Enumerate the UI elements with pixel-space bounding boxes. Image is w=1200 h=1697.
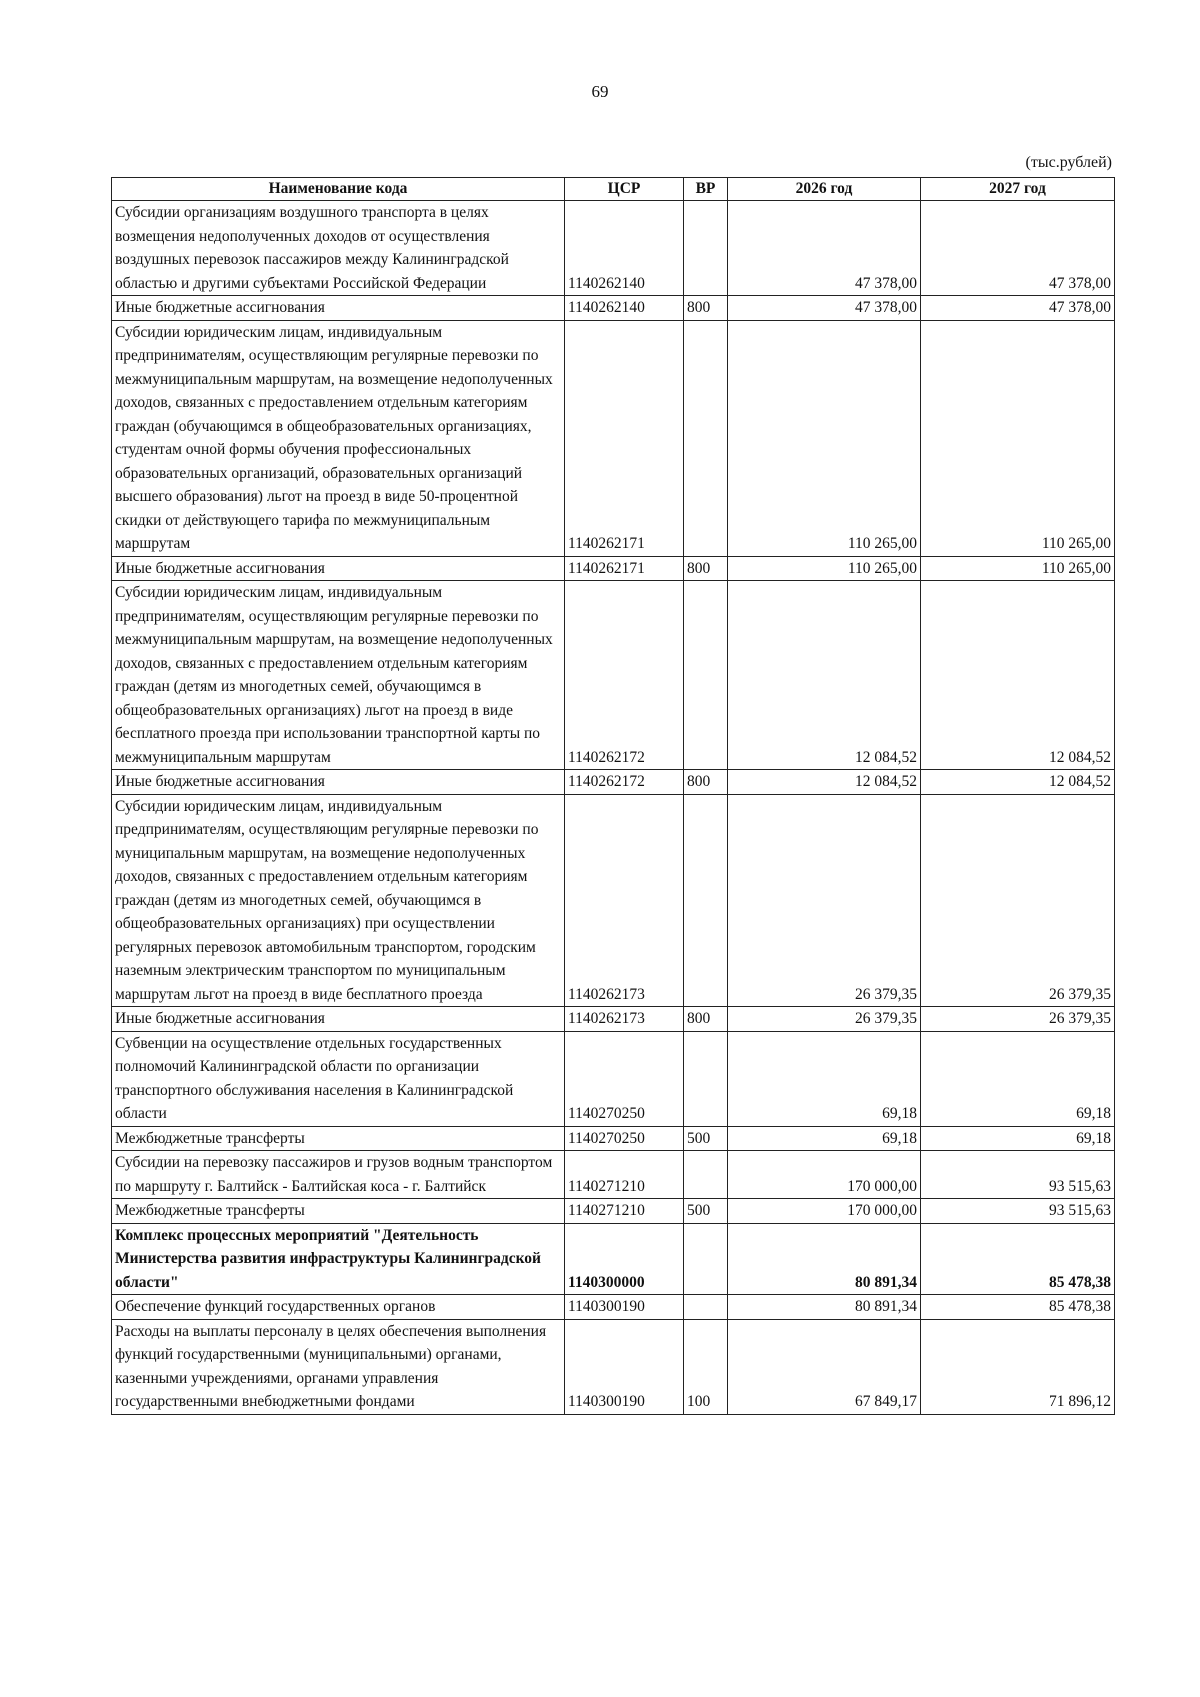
row-2026-cell: 26 379,35 — [728, 1007, 921, 1032]
row-2027-cell: 69,18 — [921, 1031, 1115, 1126]
row-csr-cell: 1140300190 — [565, 1319, 684, 1414]
units-note: (тыс.рублей) — [1025, 154, 1112, 171]
table-row — [112, 1031, 1115, 1126]
row-csr-cell: 1140270250 — [565, 1126, 684, 1151]
table-row — [112, 556, 1115, 581]
row-name-cell: Субсидии юридическим лицам, индивидуальным предпринимателям, осуществляющим регулярные перевозки по муниципальным маршрутам, на возмещение недополученных доходов, связанных с предоставлением отдельным категориям граждан (детям из многодетных семей, обучающимся в общеобразовательных организациях) при осуществлении регулярных перевозок автомобильным транспортом, городским наземным электрическим транспортом по муниципальным маршрутам льгот на проезд в виде бесплатного проезда — [112, 794, 565, 1007]
row-vr-cell — [684, 794, 728, 1007]
header-vr: ВР — [684, 178, 728, 201]
row-2026-cell: 80 891,34 — [728, 1295, 921, 1320]
row-vr-cell — [684, 201, 728, 296]
row-2026-cell: 47 378,00 — [728, 296, 921, 321]
row-csr-cell: 1140271210 — [565, 1151, 684, 1199]
row-name-cell: Обеспечение функций государственных органов — [112, 1295, 565, 1320]
row-2027-cell: 12 084,52 — [921, 581, 1115, 770]
row-vr-cell — [684, 1223, 728, 1295]
row-name-cell: Субвенции на осуществление отдельных государственных полномочий Калининградской области по организации транспортного обслуживания населения в Калининградской области — [112, 1031, 565, 1126]
table-row — [112, 1007, 1115, 1032]
row-2026-cell: 110 265,00 — [728, 556, 921, 581]
header-csr: ЦСР — [565, 178, 684, 201]
row-2027-cell: 71 896,12 — [921, 1319, 1115, 1414]
row-csr-cell: 1140262171 — [565, 556, 684, 581]
row-2027-cell: 12 084,52 — [921, 770, 1115, 795]
row-vr-cell: 100 — [684, 1319, 728, 1414]
row-2027-cell: 47 378,00 — [921, 201, 1115, 296]
row-name-cell: Комплекс процессных мероприятий "Деятельность Министерства развития инфраструктуры Калининградской области" — [112, 1223, 565, 1295]
row-2027-cell: 69,18 — [921, 1126, 1115, 1151]
row-name-cell: Субсидии юридическим лицам, индивидуальным предпринимателям, осуществляющим регулярные перевозки по межмуниципальным маршрутам, на возмещение недополученных доходов, связанных с предоставлением отдельным категориям граждан (детям из многодетных семей, обучающимся в общеобразовательных организациях) льгот на проезд в виде бесплатного проезда при использовании транспортной карты по межмуниципальным маршрутам — [112, 581, 565, 770]
row-name-cell: Субсидии на перевозку пассажиров и грузов водным транспортом по маршруту г. Балтийск - Балтийская коса - г. Балтийск — [112, 1151, 565, 1199]
row-vr-cell: 500 — [684, 1126, 728, 1151]
table-row — [112, 1199, 1115, 1224]
row-name-cell: Межбюджетные трансферты — [112, 1199, 565, 1224]
row-csr-cell: 1140262140 — [565, 201, 684, 296]
row-csr-cell: 1140271210 — [565, 1199, 684, 1224]
row-csr-cell: 1140262172 — [565, 770, 684, 795]
row-vr-cell: 800 — [684, 556, 728, 581]
table-row — [112, 1295, 1115, 1320]
row-2027-cell: 93 515,63 — [921, 1199, 1115, 1224]
header-2027: 2027 год — [921, 178, 1115, 201]
table-row — [112, 296, 1115, 321]
table-row — [112, 1223, 1115, 1295]
row-2026-cell: 47 378,00 — [728, 201, 921, 296]
row-2027-cell: 110 265,00 — [921, 556, 1115, 581]
row-csr-cell: 1140300190 — [565, 1295, 684, 1320]
row-name-cell: Межбюджетные трансферты — [112, 1126, 565, 1151]
row-csr-cell: 1140270250 — [565, 1031, 684, 1126]
budget-table — [111, 177, 1115, 1415]
row-2026-cell: 12 084,52 — [728, 770, 921, 795]
row-csr-cell: 1140262171 — [565, 320, 684, 556]
row-2026-cell: 26 379,35 — [728, 794, 921, 1007]
row-csr-cell: 1140300000 — [565, 1223, 684, 1295]
row-vr-cell: 500 — [684, 1199, 728, 1224]
row-2026-cell: 80 891,34 — [728, 1223, 921, 1295]
row-2027-cell: 85 478,38 — [921, 1223, 1115, 1295]
table-body — [112, 201, 1115, 1415]
row-csr-cell: 1140262140 — [565, 296, 684, 321]
row-name-cell: Иные бюджетные ассигнования — [112, 1007, 565, 1032]
row-vr-cell: 800 — [684, 296, 728, 321]
row-vr-cell — [684, 1151, 728, 1199]
row-2027-cell: 26 379,35 — [921, 1007, 1115, 1032]
row-vr-cell: 800 — [684, 770, 728, 795]
row-2027-cell: 93 515,63 — [921, 1151, 1115, 1199]
row-name-cell: Субсидии организациям воздушного транспорта в целях возмещения недополученных доходов от осуществления воздушных перевозок пассажиров между Калининградской областью и другими субъектами Российской Федерации — [112, 201, 565, 296]
row-2026-cell: 170 000,00 — [728, 1199, 921, 1224]
table-row — [112, 1151, 1115, 1199]
table-row — [112, 1319, 1115, 1414]
row-csr-cell: 1140262172 — [565, 581, 684, 770]
row-name-cell: Иные бюджетные ассигнования — [112, 296, 565, 321]
row-vr-cell — [684, 320, 728, 556]
row-vr-cell — [684, 1031, 728, 1126]
row-name-cell: Иные бюджетные ассигнования — [112, 556, 565, 581]
page-number: 69 — [591, 82, 609, 101]
row-2026-cell: 67 849,17 — [728, 1319, 921, 1414]
table-row — [112, 770, 1115, 795]
row-2026-cell: 69,18 — [728, 1031, 921, 1126]
row-vr-cell — [684, 1295, 728, 1320]
row-2026-cell: 170 000,00 — [728, 1151, 921, 1199]
row-2027-cell: 26 379,35 — [921, 794, 1115, 1007]
row-2027-cell: 47 378,00 — [921, 296, 1115, 321]
row-csr-cell: 1140262173 — [565, 1007, 684, 1032]
row-name-cell: Субсидии юридическим лицам, индивидуальным предпринимателям, осуществляющим регулярные перевозки по межмуниципальным маршрутам, на возмещение недополученных доходов, связанных с предоставлением отдельным категориям граждан (обучающимся в общеобразовательных организациях, студентам очной формы обучения профессиональных образовательных организаций, образовательных организаций высшего образования) льгот на проезд в виде 50-процентной скидки от действующего тарифа по межмуниципальным маршрутам — [112, 320, 565, 556]
row-name-cell: Расходы на выплаты персоналу в целях обеспечения выполнения функций государственными (муниципальными) органами, казенными учреждениями, органами управления государственными внебюджетными фондами — [112, 1319, 565, 1414]
table-row — [112, 320, 1115, 556]
row-2026-cell: 110 265,00 — [728, 320, 921, 556]
table-row — [112, 794, 1115, 1007]
row-2026-cell: 69,18 — [728, 1126, 921, 1151]
table-header-row — [112, 178, 1115, 201]
row-2027-cell: 110 265,00 — [921, 320, 1115, 556]
header-name: Наименование кода — [112, 178, 565, 201]
table-row — [112, 201, 1115, 296]
row-2026-cell: 12 084,52 — [728, 581, 921, 770]
row-vr-cell: 800 — [684, 1007, 728, 1032]
row-name-cell: Иные бюджетные ассигнования — [112, 770, 565, 795]
row-vr-cell — [684, 581, 728, 770]
row-csr-cell: 1140262173 — [565, 794, 684, 1007]
table-row — [112, 1126, 1115, 1151]
table-row — [112, 581, 1115, 770]
header-2026: 2026 год — [728, 178, 921, 201]
row-2027-cell: 85 478,38 — [921, 1295, 1115, 1320]
